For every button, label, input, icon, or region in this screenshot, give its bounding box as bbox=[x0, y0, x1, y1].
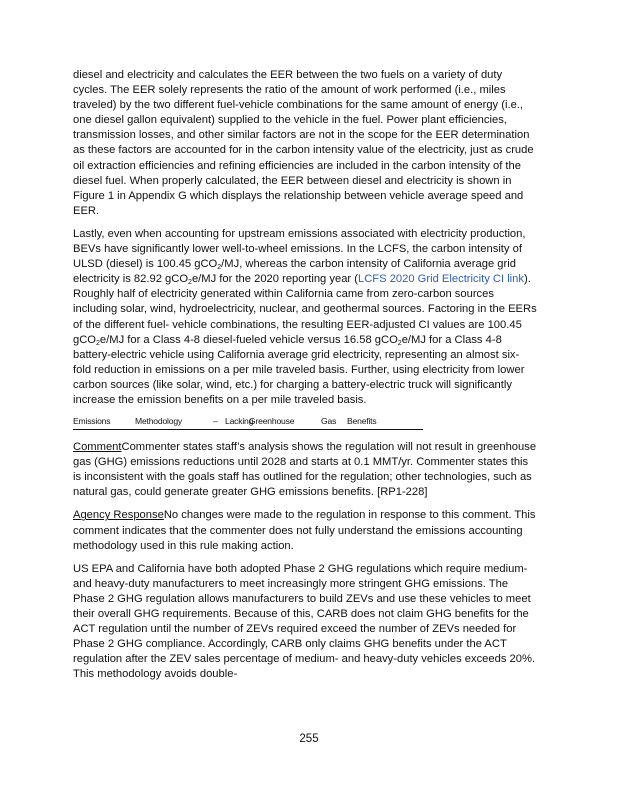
lcfs-grid-electricity-link[interactable]: LCFS 2020 Grid Electricity CI link bbox=[357, 273, 524, 286]
subscript-2: 2 bbox=[217, 264, 222, 272]
heading-word: Greenhouse bbox=[249, 416, 295, 427]
heading-word: Benefits bbox=[347, 416, 377, 427]
subscript-2: 2 bbox=[397, 339, 402, 347]
subscript-2: 2 bbox=[96, 339, 100, 347]
agency-response-label: Agency Response bbox=[73, 509, 164, 522]
page-content bbox=[73, 68, 537, 690]
heading-word: Lacking bbox=[225, 416, 254, 427]
heading-word: Methodology bbox=[135, 416, 183, 427]
paragraph-well-to-wheel bbox=[73, 227, 537, 408]
heading-word: Emissions bbox=[73, 416, 111, 427]
agency-response-text: No changes were made to the regulation in response to this comment. This comment indicates that the commenter does not fully understand the emissions accounting methodology used in this rule making action. bbox=[73, 509, 536, 552]
paragraph-phase2-ghg: US EPA and California have both adopted Phase 2 GHG regulations which require medium- and heavy-duty manufacturers to meet increasingly more stringent GHG emissions. The Phase 2 GHG regulation allows manufacturers to build ZEVs and use these vehicles to meet their overall GHG requirements. Because of this, CARB does not claim GHG benefits for the ACT regulation until the number of ZEVs required exceed the number of ZEVs needed for Phase 2 GHG compliance. Accordingly, CARB only claims GHG benefits under the ACT regulation after the ZEV sales percentage of medium- and heavy-duty vehicles exceeds 20%. This methodology avoids double- bbox=[73, 562, 536, 681]
subscript-2: 2 bbox=[188, 279, 192, 287]
p2-part-a: Lastly, even when accounting for upstream emissions associated with electricity production, BEVs have significantly lower well-to-wheel emissions. In the LCFS, the carbon intensity of ULSD (diesel) is 100.45 gCO bbox=[73, 227, 526, 271]
p2-part-b: /MJ, whereas the carbon intensity of California average grid electricity is 82.92 gCO bbox=[73, 258, 516, 286]
comment-text: Commenter states staff’s analysis shows the regulation will not result in greenhouse gas (GHG) emissions reductions until 2028 and starts at 0.1 MMT/yr. Commenter states this is inconsistent with the goals staff has outlined for the regulation; other technologies, such as natural gas, could generate greater GHG emissions benefits. [RP1-228] bbox=[73, 441, 537, 499]
heading-word: – bbox=[213, 416, 218, 427]
heading-word: Gas bbox=[321, 416, 337, 427]
comment-label: Comment bbox=[73, 441, 122, 454]
p2-part-e: e/MJ for a Class 4-8 diesel-fueled vehicle versus 16.58 gCO bbox=[99, 333, 398, 346]
page-number: 255 bbox=[299, 733, 319, 745]
p2-part-f: e/MJ for a Class 4-8 battery-electric vehicle using California average grid electricity, representing an almost six-fold reduction in emissions on a per mile traveled basis. Further, using electricity from lower carbon sources (like solar, wind, etc.) for charging a battery-electric truck will significantly increase the emission benefits on a per mile traveled basis. bbox=[73, 333, 525, 406]
section-heading bbox=[73, 416, 423, 430]
agency-response-paragraph bbox=[73, 508, 537, 553]
comment-paragraph bbox=[73, 440, 537, 500]
paragraph-eer-definition: diesel and electricity and calculates the EER between the two fuels on a variety of duty cycles. The EER solely represents the ratio of the amount of work performed (i.e., miles traveled) by the two different fuel-vehicle combinations for the same amount of energy (i.e., one diesel gallon equivalent) supplied to the vehicle in the fuel. Power plant efficiencies, transmission losses, and other similar factors are not in the scope for the EER determination as these factors are accounted for in the carbon intensity value of the electricity, just as crude oil extraction efficiencies and refining efficiencies are included in the carbon intensity of the diesel fuel. When properly calculated, the EER between diesel and electricity is shown in Figure 1 in Appendix G which displays the relationship between vehicle average speed and EER. bbox=[73, 69, 534, 217]
p2-part-c: e/MJ for the 2020 reporting year ( bbox=[191, 273, 358, 286]
p2-part-d: ). Roughly half of electricity generated within California came from zero-carbon sources including solar, wind, hydroelectricity, nuclear, and geothermal sources. Factoring in the EERs of the different fuel- vehicle combinations, the resulting EER-adjusted CI values are 100.45 gCO bbox=[73, 273, 537, 346]
